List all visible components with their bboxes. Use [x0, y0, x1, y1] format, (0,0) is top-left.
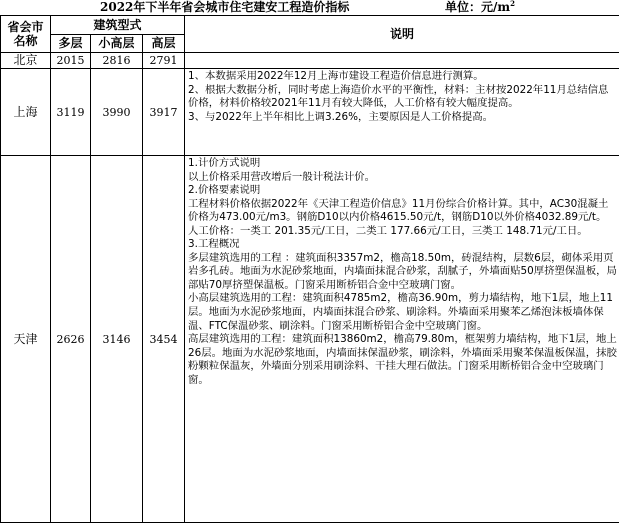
description-cell [185, 53, 619, 69]
cost-index-table [0, 15, 619, 523]
note-line: 多层建筑选用的工程 ：建筑面积3357m2，檐高18.50m，砖混结构，层数6层，砌体采用页岩多孔砖。地面为水泥砂浆地面，内墙面抹混合砂浆，刮腻子，外墙面贴50厚挤塑保温板，局部贴70厚挤塑保温板。门窗采用断桥铝合金中空玻璃门窗。 [188, 251, 617, 291]
header-city [1, 16, 51, 53]
note-line: 1.计价方式说明 [188, 157, 261, 169]
note-line: 1、本数据采用2022年12月上海市建设工程造价信息进行测算。 [188, 70, 484, 82]
header-building-type: 建筑型式 [51, 16, 185, 35]
note-line: 人工价格：一类工 201.35元/工日，二类工 177.66元/工日，三类工 148.71元/工日。 [188, 224, 588, 237]
unit-text: 单位：元/m [445, 0, 511, 14]
value-small-highrise: 3146 [91, 156, 143, 523]
table-row-tianjin [1, 156, 619, 523]
table-row-beijing [1, 53, 619, 69]
value-highrise: 2791 [143, 53, 185, 69]
title-row [0, 0, 619, 15]
note-line: 3.工程概况 [188, 238, 240, 251]
note-line: 工程材料价格依据2022年《天津工程造价信息》11月份综合价格计算。其中，AC30混凝土价格为473.00元/m3。钢筋D10以内价格4615.50元/t，钢筋D10以外价格4032.89元/t。 [188, 197, 609, 224]
value-small-highrise: 3990 [91, 69, 143, 156]
table-row-shanghai [1, 69, 619, 156]
city-name: 上海 [1, 69, 51, 156]
note-line: 小高层建筑选用的工程：建筑面积4785m2，檐高36.90m，剪力墙结构，地下1层，地上11层。地面为水泥砂浆地面，内墙面抹混合砂浆、刷涂料。外墙面采用聚苯乙烯泡沫板墙体保温、FTC保温砂浆、刷涂料。门窗采用断桥铝合金中空玻璃门窗。 [188, 292, 614, 332]
header-description: 说明 [185, 16, 619, 53]
city-name: 天津 [1, 156, 51, 523]
header-small-highrise: 小高层 [91, 35, 143, 53]
header-city-line-2: 名称 [13, 34, 38, 48]
header-row-1 [1, 16, 619, 35]
city-name: 北京 [1, 53, 51, 69]
note-line: 2.价格要素说明 [188, 184, 261, 197]
value-small-highrise: 2816 [91, 53, 143, 69]
header-city-line-1: 省会市 [7, 20, 44, 34]
note-line: 以上价格采用营改增后一般计税法计价。 [188, 170, 376, 183]
note-line: 3、与2022年上半年相比上调3.26%，主要原因是人工价格提高。 [188, 111, 494, 124]
header-multistory: 多层 [51, 35, 91, 53]
value-multistory: 2015 [51, 53, 91, 69]
unit-label [445, 0, 515, 15]
value-highrise: 3454 [143, 156, 185, 523]
value-multistory: 2626 [51, 156, 91, 523]
description-cell [185, 156, 619, 523]
value-multistory: 3119 [51, 69, 91, 156]
description-cell [185, 69, 619, 156]
note-line: 高层建筑选用的工程：建筑面积13860m2，檐高79.80m，框架剪力墙结构，地下1层，地上26层。地面为水泥砂浆地面，内墙面抹保温砂浆，刷涂料，外墙面采用聚苯保温板保温，抹胶粉颗粒保温灰，外墙面分别采用刷涂料、干挂大理石做法。门窗采用断桥铝合金中空玻璃门窗。 [188, 333, 617, 386]
value-highrise: 3917 [143, 69, 185, 156]
page-title: 2022年下半年省会城市住宅建安工程造价指标 [100, 0, 350, 14]
unit-superscript: 2 [510, 0, 515, 8]
note-line: 2、根据大数据分析，同时考虑上海造价水平的平衡性，材料：主材按2022年11月总结信息价格，材料价格较2021年11月有较大降低，人工价格有较大幅度提高。 [188, 83, 609, 110]
header-highrise: 高层 [143, 35, 185, 53]
